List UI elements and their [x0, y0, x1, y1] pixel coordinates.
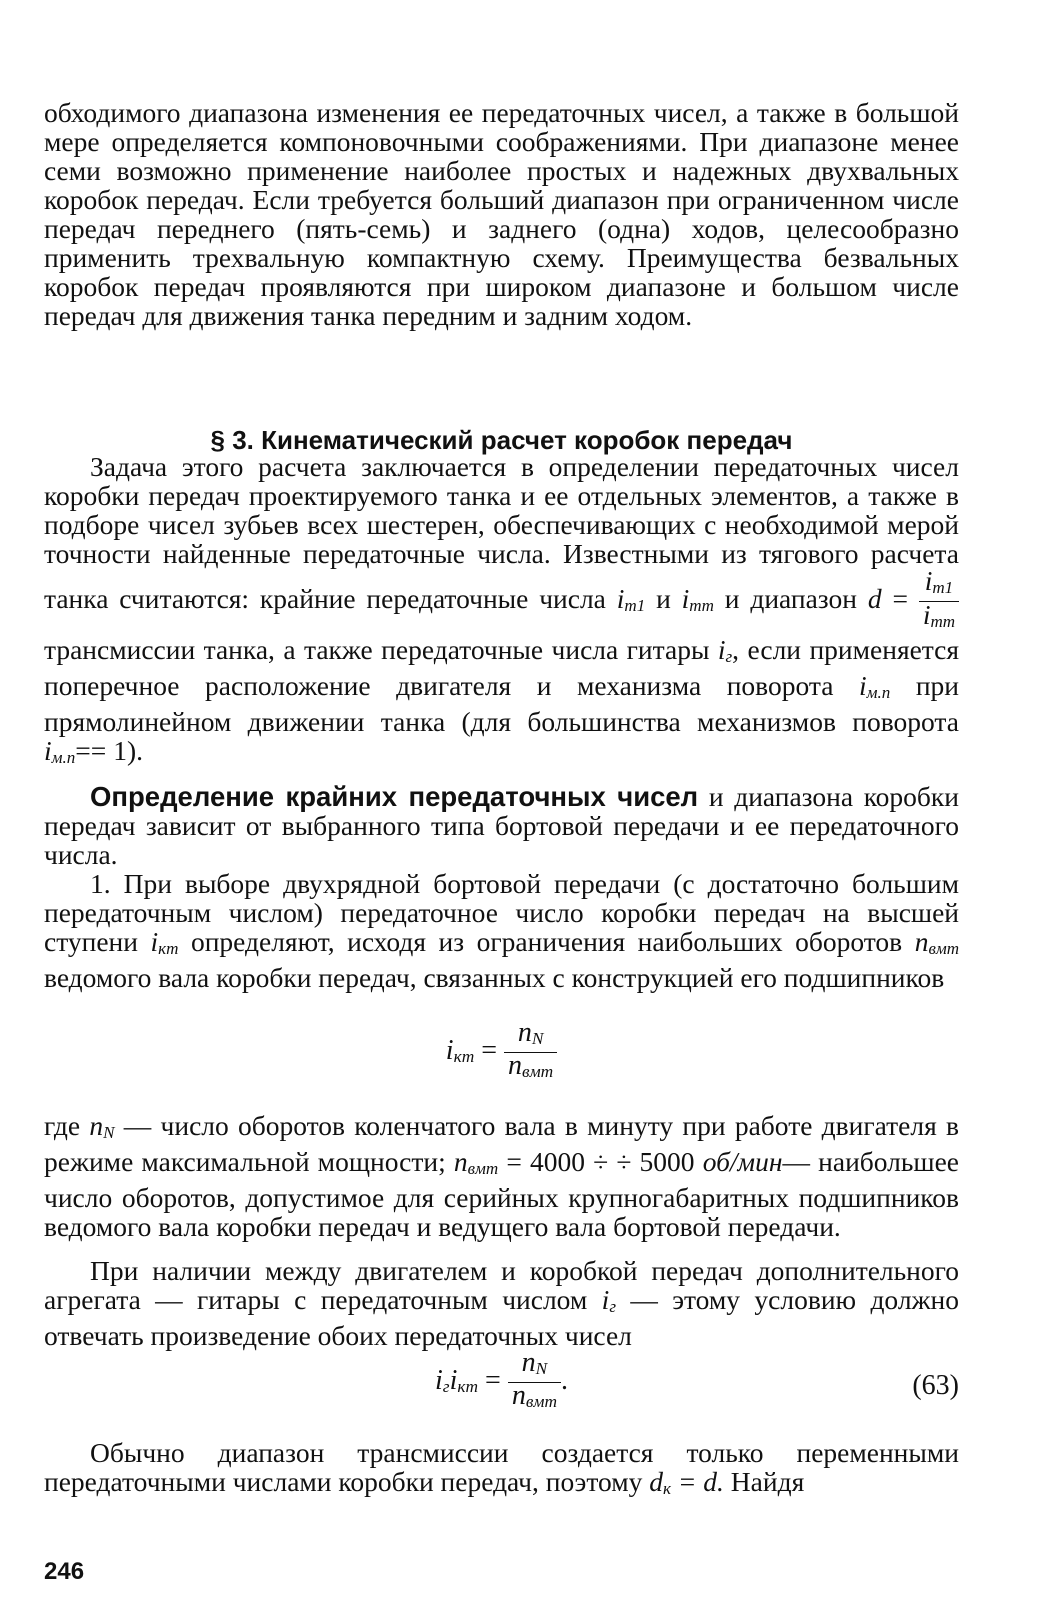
- page-number: 246: [44, 1558, 85, 1585]
- paragraph-task: Задача этого расчета заключается в определении передаточных чисел коробки передач проектируемого танка и ее отдельных элементов, а также в подборе чисел зубьев всех шестерен, обеспечивающих с необходимой мерой точности найденные передаточные числа. Известными из тягового расчета танка считаются: крайние передаточные числа $i_{т1}$ и $i_{тm}$ и диапазон d = $\frac{i_{т1}}{i_{тm}}$ трансмиссии танка, а также передаточные числа гитары $i_г$, если применяется поперечное расположение двигателя и механизма поворота $i_{м.п}$ при прямолинейном движении танка (для большинства механизмов поворота $i_{м.п}== 1$).: [44, 451, 960, 767]
- paragraph-where: где $n_N$ — число оборотов коленчатого вала в минуту при работе двигателя в режиме максимальной мощности; $n_{вмm} = 4000$ ÷ ÷ 5000 об/мин— наибольшее число оборотов, допустимое для серийных крупногабаритных подшипников ведомого вала коробки передач и ведущего вала бортовой передачи.: [44, 1110, 960, 1242]
- paragraph-intro: обходимого диапазона изменения ее передаточных чисел, а также в большой мере определяется компоновочными соображениями. При диапазоне менее семи возможно применение наиболее простых и надежных двухвальных коробок передач. Если требуется больший диапазон при ограниченном числе передач переднего (пять-семь) и заднего (одна) ходов, целесообразно применить трехвальную компактную схему. Преимущества безвальных коробок передач проявляются при широком диапазоне и большом числе передач для движения танка передним и задним ходом.: [44, 97, 959, 331]
- equation-number: (63): [912, 1370, 959, 1401]
- formula-i-km: $i_{кm}$ = $\frac{n_N}{n_{вмm}}$: [44, 1020, 959, 1085]
- range-fraction: $\frac{i_{т1}}{i_{тm}}$: [919, 568, 959, 635]
- paragraph-definition: Определение крайних передаточных чисел и диапазона коробки передач зависит от выбранного типа бортовой передачи и ее передаточного числа.: [44, 781, 959, 870]
- paragraph-gitara: При наличии между двигателем и коробкой передач дополнительного агрегата — гитары с передаточным числом $i_г$ — этому условию должно отвечать произведение обоих передаточных чисел: [44, 1255, 960, 1351]
- paragraph-item-1: 1. При выборе двухрядной бортовой передачи (с достаточно большим передаточным числом) передаточное число коробки передач на высшей ступени $i_{кm}$ определяют, исходя из ограничения наибольших оборотов $n_{вмm}$ ведомого вала коробки передач, связанных с конструкцией его подшипников: [44, 868, 960, 993]
- section-heading: § 3. Кинематический расчет коробок передач: [210, 425, 793, 455]
- symbol-i-t1: $i_{т1}$: [616, 582, 646, 615]
- paragraph-range: Обычно диапазон трансмиссии создается только переменными передаточными числами коробки передач, поэтому $d_к = d$. Найдя: [44, 1437, 959, 1498]
- formula-63: $i_гi_{кm}$ = $\frac{n_N}{n_{вмm}}$ . (63): [435, 1347, 959, 1411]
- symbol-i-tm: $i_{тm}$: [681, 582, 714, 615]
